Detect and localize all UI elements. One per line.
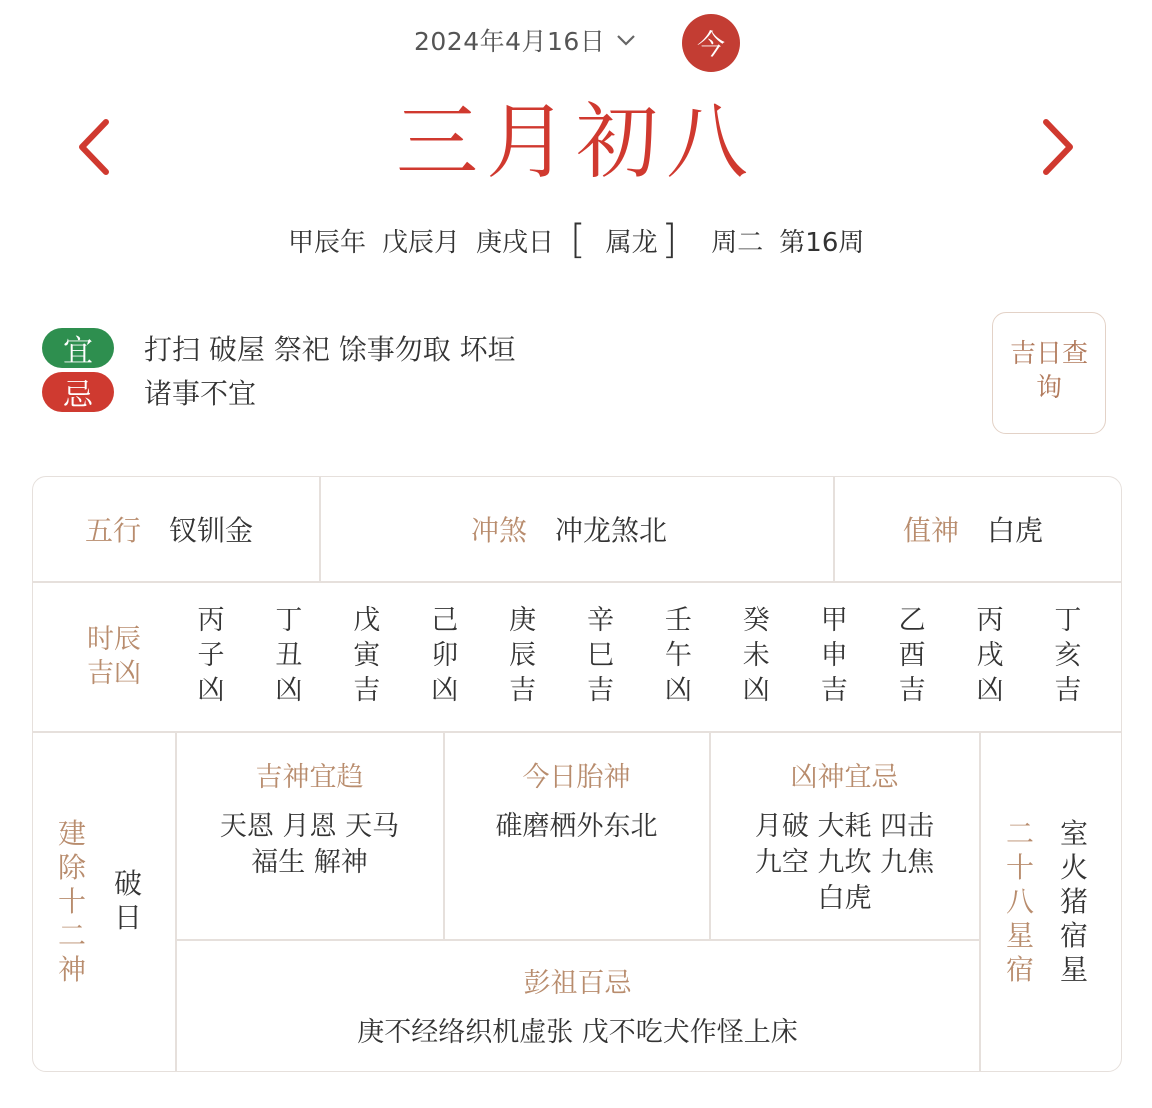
divider (175, 939, 980, 941)
yi-badge: 宜 (42, 328, 114, 368)
pengzu-value: 庚不经络织机虚张 戊不吃犬作怪上床 (357, 1017, 798, 1048)
xiongshen-body (710, 809, 979, 917)
divider (319, 477, 321, 581)
ganzhi-month: 戊辰月 (382, 227, 461, 258)
shichen-branch: 子 (197, 640, 225, 671)
shichen-column (892, 603, 932, 708)
shichen-column (191, 603, 231, 708)
zodiac-label: 属龙 (605, 227, 658, 258)
shichen-stem: 庚 (509, 605, 537, 636)
shichen-branch: 亥 (1054, 640, 1082, 671)
jishen-title: 吉神宜趋 (255, 762, 364, 793)
shichen-stem: 己 (431, 605, 459, 636)
shichen-branch: 酉 (898, 640, 926, 671)
shichen-branch: 午 (664, 640, 692, 671)
chongsha-label: 冲煞 (471, 514, 528, 547)
xingxiu-value: 室火猪宿星 (1059, 817, 1088, 986)
shichen-luck: 吉 (509, 675, 537, 706)
today-button[interactable]: 今 (682, 14, 740, 72)
shichen-luck: 吉 (820, 675, 848, 706)
jianchu-value: 破日 (113, 867, 142, 934)
shichen-luck: 吉 (1054, 675, 1082, 706)
taishen-value: 碓磨栖外东北 (495, 811, 658, 842)
shichen-column (658, 603, 698, 708)
shichen-stem: 丁 (275, 605, 303, 636)
shichen-luck: 凶 (275, 675, 303, 706)
yi-row (42, 326, 942, 370)
shichen-stem: 乙 (898, 605, 926, 636)
ganzhi-line (288, 218, 880, 262)
shichen-branch: 丑 (275, 640, 303, 671)
almanac-detail-table (32, 476, 1122, 1072)
wuxing-value: 钗钏金 (169, 514, 254, 547)
xiongshen-line: 月破 大耗 四击 (754, 811, 935, 842)
bracket-left: [ (570, 217, 586, 263)
shichen-stem: 辛 (587, 605, 614, 636)
shichen-branch: 卯 (431, 640, 459, 671)
divider (33, 581, 1122, 583)
shichen-stem: 甲 (820, 605, 848, 636)
auspicious-day-query-button[interactable]: 吉日查询 (992, 312, 1106, 434)
taishen-title: 今日胎神 (522, 762, 631, 793)
weekday: 周二 (711, 227, 764, 258)
week-number: 第16周 (779, 227, 865, 258)
xiongshen-title: 凶神宜忌 (790, 762, 899, 793)
ji-badge: 忌 (42, 372, 114, 412)
shichen-label: 时辰吉凶 (87, 624, 141, 689)
zhishen-value: 白虎 (987, 514, 1044, 547)
ji-row (42, 370, 942, 414)
wuxing-label: 五行 (85, 514, 142, 547)
divider (33, 731, 1122, 733)
shichen-branch: 寅 (353, 640, 381, 671)
jishen-line: 天恩 月恩 天马 (219, 811, 400, 842)
shichen-stem: 癸 (742, 605, 770, 636)
zhishen-label: 值神 (903, 514, 960, 547)
shichen-luck: 凶 (742, 675, 770, 706)
yi-text: 打扫 破屋 祭祀 馀事勿取 坏垣 (144, 333, 516, 366)
shichen-branch: 未 (742, 640, 770, 671)
pengzu-title: 彭祖百忌 (523, 968, 632, 999)
zodiac (570, 217, 693, 263)
ji-text: 诸事不宜 (144, 377, 257, 410)
ganzhi-day: 庚戌日 (476, 227, 555, 258)
xiongshen-line: 九空 九坎 九焦 (754, 847, 935, 878)
jianchu-label: 建除十二神 (57, 817, 86, 986)
shichen-branch: 戌 (976, 640, 1004, 671)
xingxiu-label: 二十八星宿 (1005, 817, 1034, 986)
shichen-luck: 凶 (431, 675, 459, 706)
shichen-luck: 凶 (664, 675, 692, 706)
shichen-column (814, 603, 854, 708)
shichen-stem: 戊 (353, 605, 381, 636)
shichen-branch: 辰 (509, 640, 537, 671)
shichen-column (581, 603, 621, 708)
calendar-header (0, 0, 1152, 300)
shichen-column (347, 603, 387, 708)
shichen-branch: 申 (820, 640, 848, 671)
chevron-right-icon[interactable] (1034, 112, 1084, 182)
date-label: 2024年4月16日 (414, 27, 606, 56)
zhishen-cell (903, 477, 1043, 581)
shichen-column (269, 603, 309, 708)
jishen-body (176, 809, 443, 881)
divider (979, 731, 981, 1072)
shichen-stem: 壬 (664, 605, 692, 636)
chevron-down-icon (615, 29, 637, 51)
shichen-luck: 吉 (587, 675, 614, 706)
shichen-column (970, 603, 1010, 708)
bracket-right: ] (661, 217, 678, 263)
date-selector[interactable] (414, 22, 637, 58)
shichen-column (736, 603, 776, 708)
shichen-column (1048, 603, 1088, 708)
xiongshen-line: 白虎 (817, 883, 872, 914)
lunar-date: 三月初八 (395, 95, 756, 190)
shichen-luck: 吉 (898, 675, 926, 706)
shichen-stem: 丁 (1054, 605, 1082, 636)
jishen-line: 福生 解神 (251, 847, 368, 878)
shichen-stem: 丙 (976, 605, 1004, 636)
chongsha-cell (471, 477, 667, 581)
shichen-branch: 巳 (587, 640, 614, 671)
shichen-luck: 凶 (197, 675, 225, 706)
ganzhi-year: 甲辰年 (288, 227, 367, 258)
divider (833, 477, 835, 581)
yi-ji-section (42, 326, 942, 414)
chongsha-value: 冲龙煞北 (555, 514, 668, 547)
wuxing-cell (85, 477, 253, 581)
shichen-stem: 丙 (197, 605, 225, 636)
shichen-luck: 吉 (353, 675, 381, 706)
shichen-luck: 凶 (976, 675, 1004, 706)
shichen-column (503, 603, 543, 708)
shichen-column (425, 603, 465, 708)
